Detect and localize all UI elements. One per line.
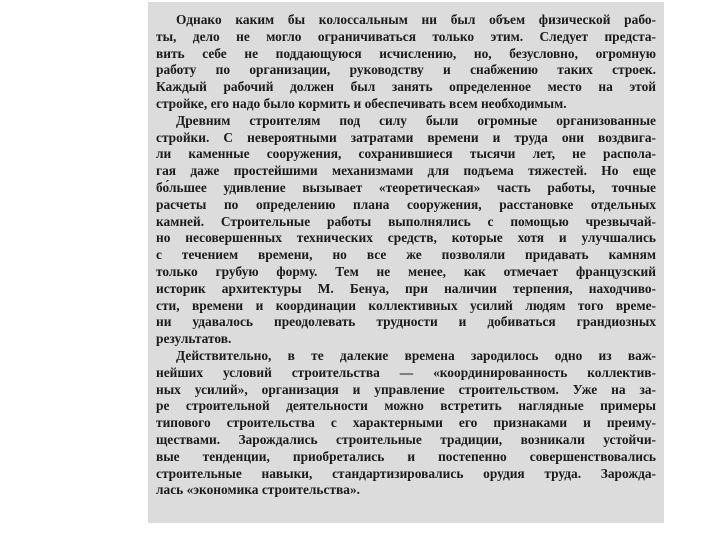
text-line: ни удавалось преодолевать трудности и добиваться грандиозных [156,314,656,330]
text-line: расчеты по определению плана сооружения, расстановке отдельных [156,196,656,212]
text-line: типового строительства с характерными его признаками и преиму- [156,415,656,431]
text-line: работу по организации, руководству и снабжению таких строек. [156,62,656,78]
text-line: сти, времени и координации коллективных усилий людям того време- [156,297,656,313]
paragraph-3 [156,348,656,499]
text-line: Однако каким бы колоссальным ни был объем физической рабо- [176,12,656,27]
text-line: с течением времени, но все же позволяли придавать камням [156,247,656,263]
text-line: стройки. С невероятными затратами времени и труда они воздвига- [156,129,656,145]
text-line: историк архитектуры М. Бенуа, при наличии терпения, находчиво- [156,280,656,296]
text-line: камней. Строительные работы выполнялись с помощью чрезвычай- [156,213,656,229]
text-line: ществами. Зарождались строительные традиции, возникали устойчи- [156,431,656,447]
text-line: ты, дело не могло ограничиваться только этим. Следует предста- [156,28,656,44]
text-line: Древним строителям под силу были огромные организованные [176,112,656,128]
paragraph-2 [156,113,656,348]
body-text [156,12,656,499]
text-line: нейших условий строительства — «координированность коллектив- [156,364,656,380]
text-line: но несовершенных технических средств, которые хотя и улучшались [156,230,656,246]
text-line: только грубую форму. Тем не менее, как отмечает французский [156,263,656,279]
text-line: вить себе не поддающуюся исчислению, но, безусловно, огромную [156,45,656,61]
text-line: ных усилий», организация и управление строительством. Уже на за- [156,381,656,397]
text-line: вые тенденции, приобретались и постепенно совершенствовались [156,448,656,464]
text-line: результатов. [156,331,232,347]
scanned-page [148,2,664,523]
text-line: Каждый рабочий должен был занять определенное место на этой [156,79,656,95]
text-line: бо́льшее удивление вызывает «теоретическая» часть работы, точные [156,179,656,195]
text-line: ли каменные сооружения, сохранившиеся тысячи лет, не распола- [156,146,656,162]
text-line: гая даже простейшими механизмами для подъема тяжестей. Но еще [156,163,656,179]
text-line: лась «экономика строительства». [156,482,360,498]
paragraph-1 [156,12,656,113]
text-line: ре строительной деятельности можно встретить наглядные примеры [156,398,656,414]
text-line: стройке, его надо было кормить и обеспечивать всем необходимым. [156,95,567,111]
text-line: строительные навыки, стандартизировались орудия труда. Зарожда- [156,465,656,481]
text-line: Действительно, в те далекие времена зародилось одно из важ- [176,347,656,363]
